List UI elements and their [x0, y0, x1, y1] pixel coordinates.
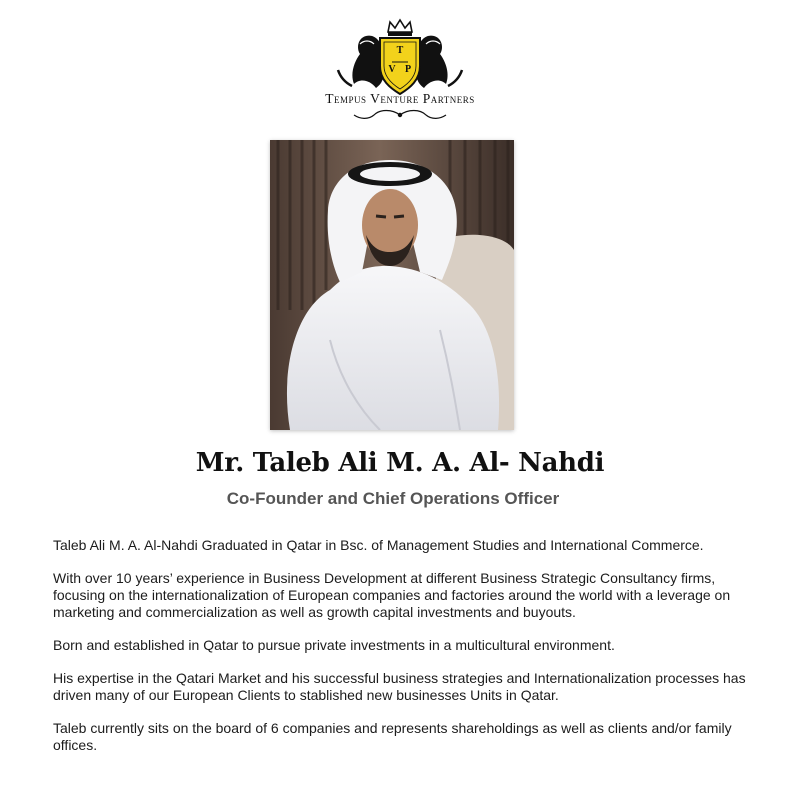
bio-paragraph: With over 10 years’ experience in Business Development at different Business Strategic Consultancy firms, focusing on the internationalization of European companies and factories around the world with a leverage on marketing and commercialization as well as growth capital investments and buyouts. [53, 570, 731, 620]
profile-photo [270, 140, 514, 430]
person-title: Co-Founder and Chief Operations Officer [226, 489, 560, 508]
biography [53, 537, 753, 770]
bio-paragraph: His expertise in the Qatari Market and his successful business strategies and Internationalization processes has driven many of our European Clients to stablished new businesses Units in Qatar. [53, 670, 746, 703]
bio-paragraph: Taleb Ali M. A. Al-Nahdi Graduated in Qatar in Bsc. of Management Studies and International Commerce. [53, 537, 704, 553]
person-name: Mr. Taleb Ali M. A. Al- Nahdi [195, 448, 605, 478]
svg-text:P: P [404, 64, 412, 75]
svg-text:T: T [396, 45, 404, 56]
bio-paragraph: Taleb currently sits on the board of 6 companies and represents shareholdings as well as clients and/or family offices. [53, 720, 732, 753]
svg-text:V: V [388, 64, 396, 75]
lion-crest-icon [330, 18, 470, 96]
flourish-ornament-icon [350, 108, 450, 122]
company-logo [285, 18, 515, 122]
bio-paragraph: Born and established in Qatar to pursue private investments in a multicultural environment. [53, 637, 615, 653]
brand-name: Tempus Venture Partners [325, 91, 475, 106]
portrait-photo-icon [270, 140, 514, 430]
